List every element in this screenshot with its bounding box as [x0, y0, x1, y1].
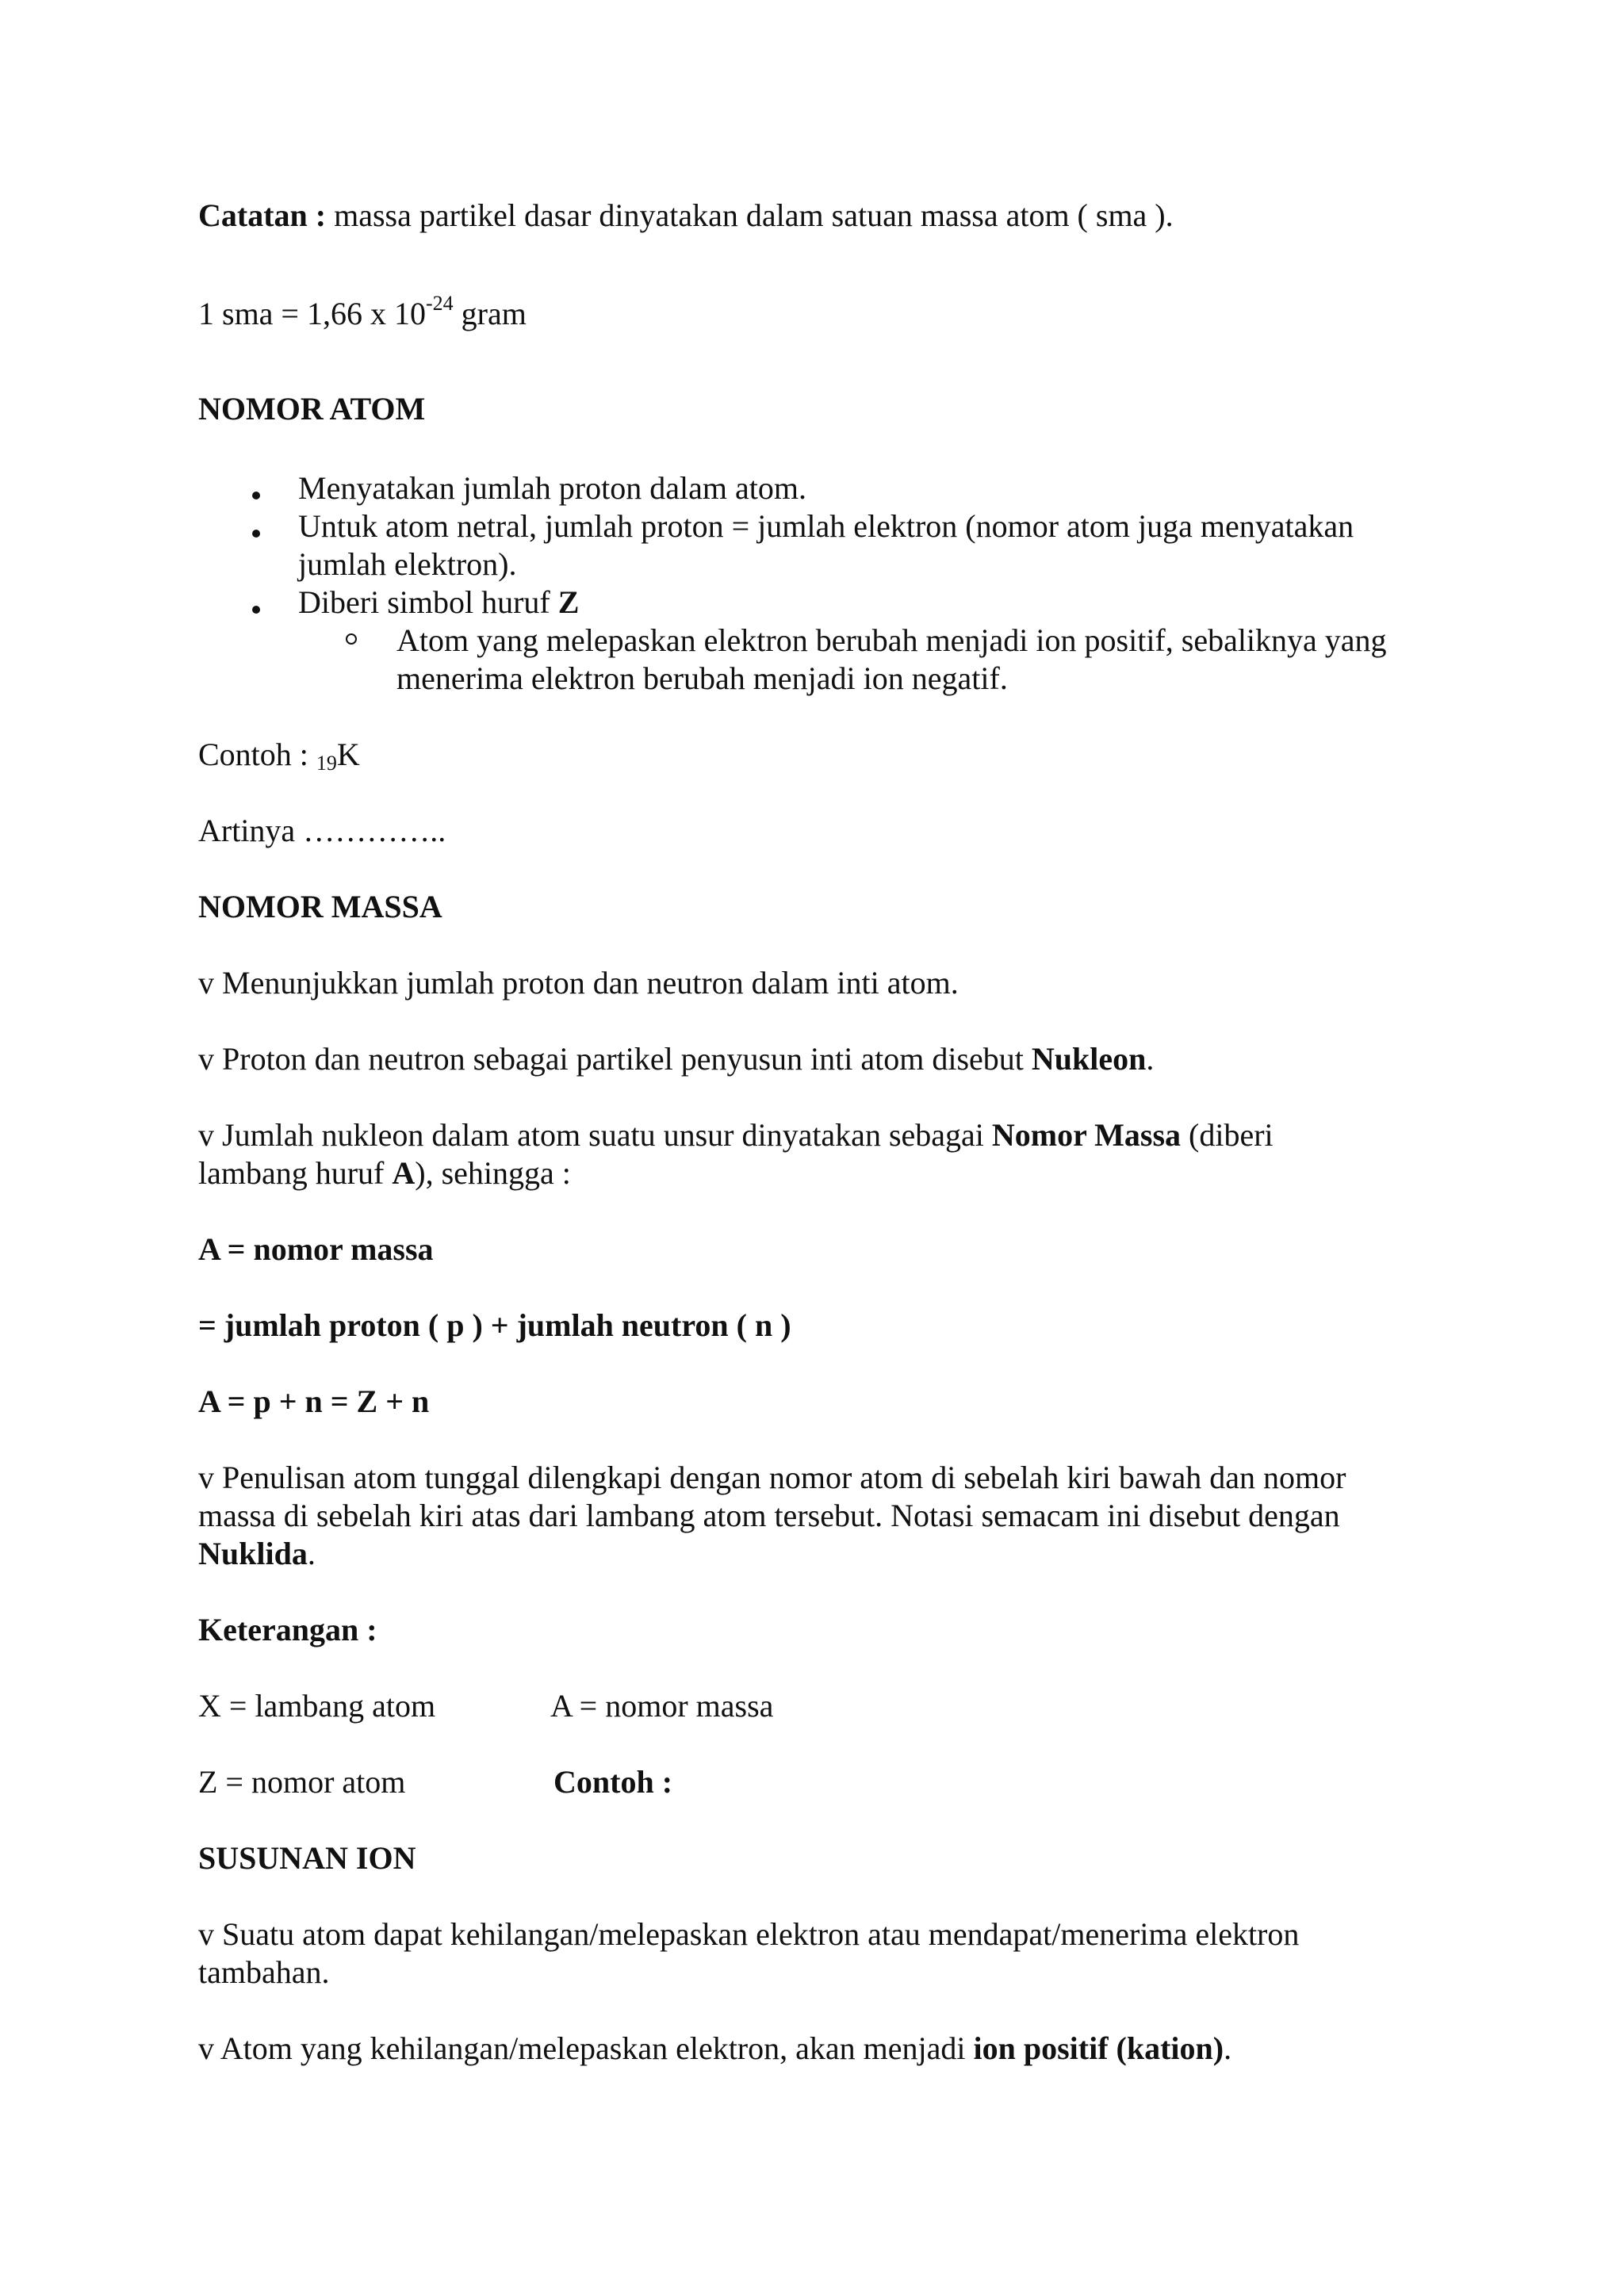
- nomor-atom-item-2: Untuk atom netral, jumlah proton = jumlah elektron (nomor atom juga menyatakan: [298, 508, 1354, 544]
- sma-exponent: -24: [426, 292, 454, 315]
- nomor-atom-item-3: [298, 584, 580, 620]
- susunan-ion-p1-line2: tambahan.: [198, 1954, 330, 1990]
- nomor-massa-p4-line2: massa di sebelah kiri atas dari lambang atom tersebut. Notasi semacam ini disebut dengan: [198, 1498, 1340, 1533]
- nomor-massa-term: Nomor Massa: [991, 1117, 1182, 1153]
- formula-3: A = p + n = Z + n: [198, 1383, 430, 1419]
- p4-end: .: [307, 1536, 316, 1571]
- simbol-z: Z: [557, 584, 580, 620]
- a-definition: A = nomor massa: [550, 1688, 774, 1724]
- sma-suffix: gram: [453, 296, 527, 331]
- ion-positif-term: ion positif (kation): [973, 2030, 1224, 2066]
- artinya-line: Artinya …………..: [198, 813, 446, 848]
- nomor-massa-heading: NOMOR MASSA: [198, 889, 442, 924]
- nomor-massa-p3-line2: [198, 1155, 571, 1191]
- keterangan-contoh: Contoh :: [553, 1764, 673, 1800]
- x-definition: X = lambang atom: [198, 1688, 436, 1724]
- formula-2: = jumlah proton ( p ) + jumlah neutron ( n ): [198, 1307, 791, 1343]
- nomor-massa-p3: [198, 1119, 1274, 1151]
- p3-text: v Jumlah nukleon dalam atom suatu unsur dinyatakan sebagai: [198, 1117, 992, 1153]
- nomor-massa-p2: [198, 1043, 1154, 1075]
- contoh-symbol: K: [336, 737, 360, 772]
- sub-item-line-2: menerima elektron berubah menjadi ion negatif.: [396, 660, 1008, 696]
- p3-end: (diberi: [1181, 1117, 1274, 1153]
- nomor-atom-item-2-cont: jumlah elektron).: [298, 546, 517, 582]
- p3-line2-end: ), sehingga :: [415, 1155, 571, 1191]
- p2-ion-text: v Atom yang kehilangan/melepaskan elektron, akan menjadi: [198, 2030, 974, 2066]
- sma-conversion: [198, 292, 527, 331]
- simbol-text: Diberi simbol huruf: [298, 584, 558, 620]
- contoh-line: [198, 737, 360, 775]
- susunan-ion-p1-line1: v Suatu atom dapat kehilangan/melepaskan elektron atau mendapat/menerima elektron: [198, 1916, 1300, 1952]
- nomor-massa-p1: v Menunjukkan jumlah proton dan neutron dalam inti atom.: [198, 965, 959, 1001]
- formula-1: A = nomor massa: [198, 1231, 434, 1267]
- p3-line2-text: lambang huruf: [198, 1155, 393, 1191]
- keterangan-heading: Keterangan :: [198, 1612, 377, 1647]
- nuklida-term: Nuklida: [198, 1536, 308, 1571]
- p2-end: .: [1146, 1041, 1155, 1077]
- contoh-label: Contoh :: [198, 737, 316, 772]
- sma-prefix: 1 sma = 1,66 x 10: [198, 296, 426, 331]
- contoh-subscript: 19: [316, 752, 337, 775]
- nomor-massa-p4-line1: v Penulisan atom tunggal dilengkapi dengan nomor atom di sebelah kiri bawah dan nomor: [198, 1460, 1346, 1495]
- susunan-ion-p2: [198, 2030, 1232, 2066]
- nomor-atom-item-1: Menyatakan jumlah proton dalam atom.: [298, 470, 806, 506]
- nukleon-term: Nukleon: [1031, 1041, 1147, 1077]
- p2-text: v Proton dan neutron sebagai partikel penyusun inti atom disebut: [198, 1041, 1032, 1077]
- catatan-text: massa partikel dasar dinyatakan dalam satuan massa atom ( sma ).: [326, 197, 1174, 233]
- circle-bullet-icon: [346, 633, 357, 645]
- bullet-icon: [252, 492, 260, 499]
- catatan-label: Catatan :: [198, 197, 327, 233]
- bullet-icon: [252, 530, 260, 538]
- bullet-icon: [252, 606, 260, 614]
- nomor-atom-heading: NOMOR ATOM: [198, 391, 426, 427]
- huruf-a: A: [392, 1155, 416, 1191]
- nomor-massa-p4-line3: [198, 1538, 316, 1570]
- catatan-line: [198, 197, 1174, 233]
- sub-item-line-1: Atom yang melepaskan elektron berubah menjadi ion positif, sebaliknya yang: [396, 622, 1387, 658]
- p2-ion-end: .: [1224, 2030, 1232, 2066]
- z-definition: Z = nomor atom: [198, 1764, 406, 1800]
- susunan-ion-heading: SUSUNAN ION: [198, 1840, 416, 1876]
